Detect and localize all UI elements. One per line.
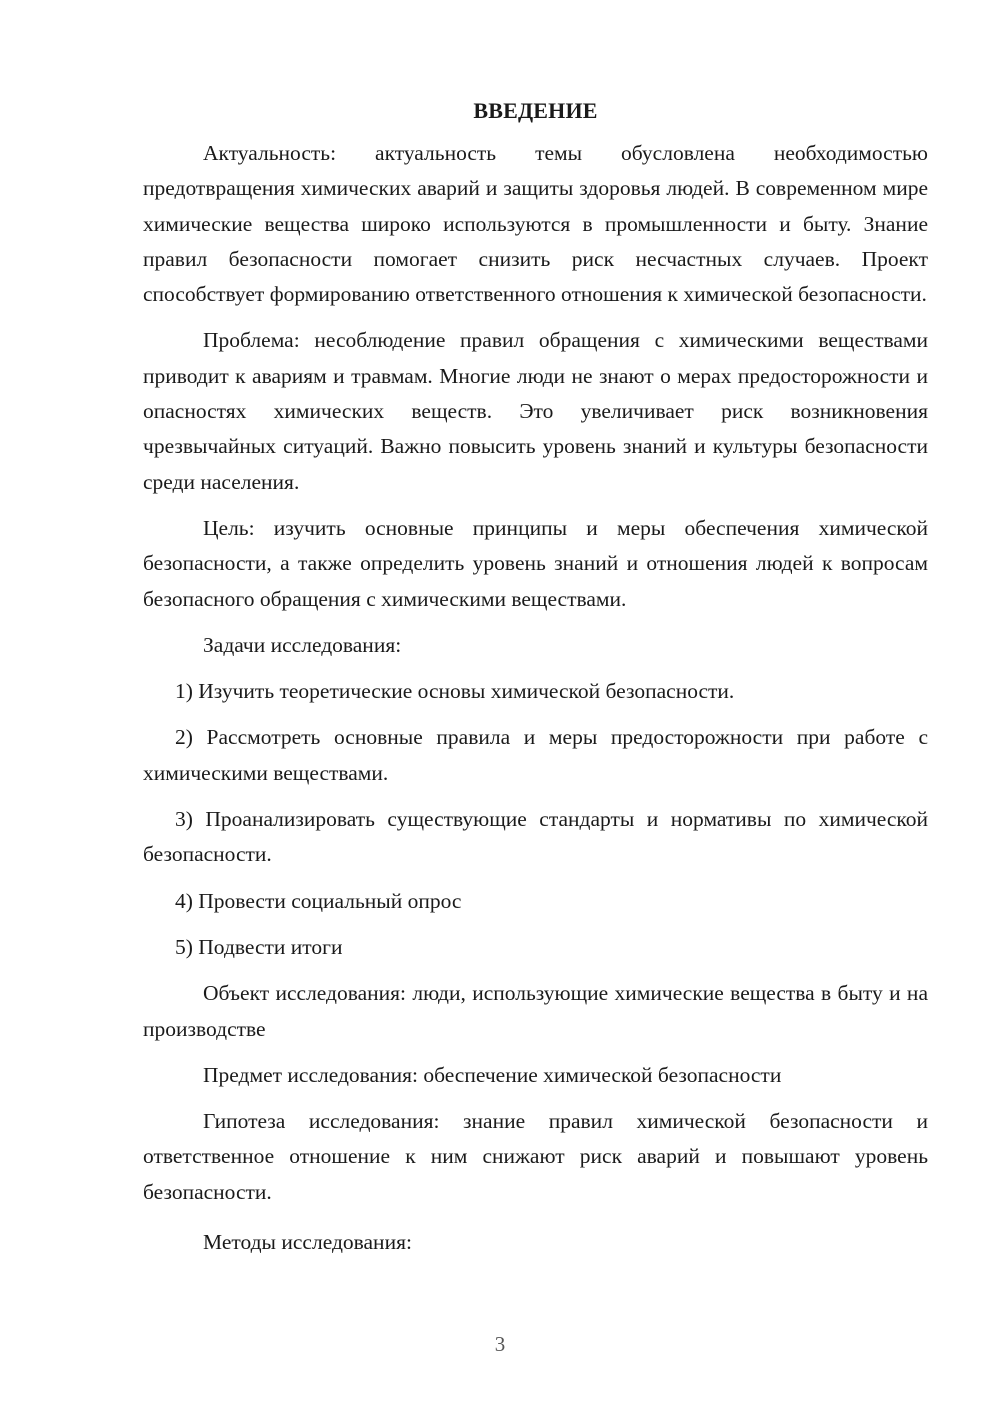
problem-paragraph: Проблема: несоблюдение правил обращения с химическими веществами приводит к авариям и травмам. Многие люди не знают о мерах предосторожности и опасностях химических веществ. Это увеличивает риск возникновения чрезвычайных ситуаций. Важно повысить уровень знаний и культуры безопасности среди населения. <box>143 328 928 494</box>
hypothesis-paragraph: Гипотеза исследования: знание правил химической безопасности и ответственное отношение к ним снижают риск аварий и повышают уровень безопасности. <box>143 1109 928 1204</box>
task-item-2: 2) Рассмотреть основные правила и меры предосторожности при работе с химическими веществами. <box>143 725 928 785</box>
object-paragraph: Объект исследования: люди, использующие химические вещества в быту и на производстве <box>143 981 928 1041</box>
task-item-5: 5) Подвести итоги <box>175 934 343 959</box>
methods-heading: Методы исследования: <box>203 1230 412 1255</box>
document-page <box>143 94 928 1260</box>
page-title: ВВЕДЕНИЕ <box>473 98 598 123</box>
task-item-1: 1) Изучить теоретические основы химической безопасности. <box>175 679 735 704</box>
task-item-4: 4) Провести социальный опрос <box>175 888 462 913</box>
subject-paragraph: Предмет исследования: обеспечение химической безопасности <box>203 1062 782 1087</box>
tasks-heading: Задачи исследования: <box>203 632 402 657</box>
task-item-3: 3) Проанализировать существующие стандарты и нормативы по химической безопасности. <box>143 807 928 867</box>
relevance-paragraph: Актуальность: актуальность темы обусловлена необходимостью предотвращения химических аварий и защиты здоровья людей. В современном мире химические вещества широко используются в промышленности и быту. Знание правил безопасности помогает снизить риск несчастных случаев. Проект способствует формированию ответственного отношения к химической безопасности. <box>143 141 928 307</box>
goal-paragraph: Цель: изучить основные принципы и меры обеспечения химической безопасности, а также определить уровень знаний и отношения людей к вопросам безопасного обращения с химическими веществами. <box>143 515 928 611</box>
page-number: 3 <box>494 1332 506 1356</box>
